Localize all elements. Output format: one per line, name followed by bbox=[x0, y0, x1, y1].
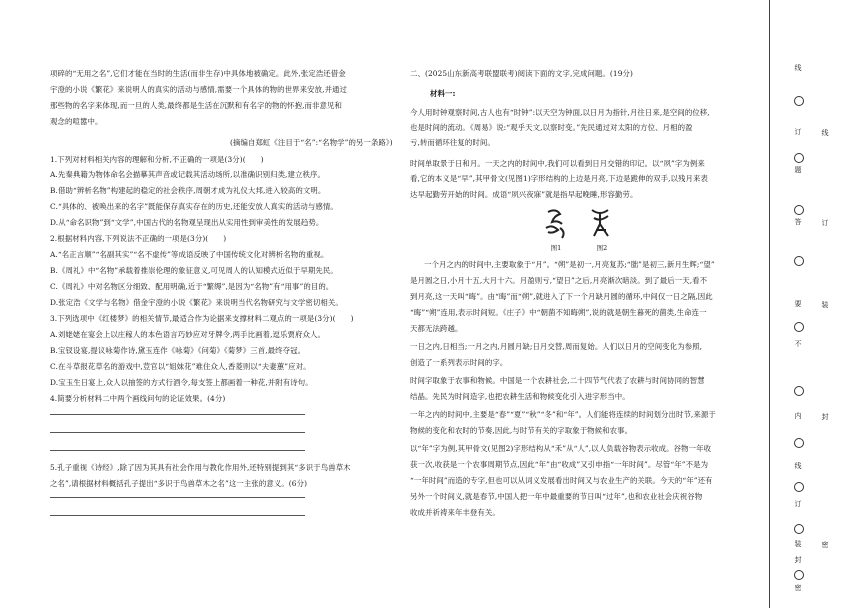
binding-char: 题 bbox=[794, 166, 802, 174]
binding-side-label: 订 bbox=[821, 219, 829, 227]
left-text-line: C.《周礼》中对名物区分细致、配用明确,近于“繁缛”,是因为“名物”有“用事”的目的。 bbox=[50, 282, 334, 291]
material-text-line: 天都无法跨越。 bbox=[410, 324, 463, 333]
left-text-line: A.先秦典籍为物体命名会描摹其声音或记载其活动场所,以准确识别归类,建立秩序。 bbox=[50, 170, 325, 179]
left-text-line: B.借助“辨析名物”构建起的稳定的社会秩序,周朝才成为礼仪大邦,进入较高的文明。 bbox=[50, 186, 326, 195]
material-text-line: 以“年”字为例,其甲骨文(见图2)字形结构从“禾”从“人”,以人负载谷物表示收成。谷物一年收 bbox=[410, 444, 712, 453]
binding-char: 订 bbox=[794, 128, 802, 136]
binding-side-label: 线 bbox=[821, 129, 829, 137]
left-text-line: 宇澄的小说《繁花》来说明人的真实的活动与感情,需要一个具体的物的世界来安放,并通过 bbox=[50, 85, 348, 94]
fig1-oracle-glyph bbox=[542, 208, 570, 240]
material-text-line: 结晶。先民为时间造字,也把农耕生活和物候变化引入进字形当中。 bbox=[410, 392, 630, 401]
binding-hole-circle bbox=[794, 570, 804, 580]
answer-blank-line[interactable] bbox=[50, 432, 305, 433]
left-text-line: 那些物的名字来体现,而一旦的人类,最终都是生活在沉默和有名字的物的怀抱,而非意见和 bbox=[50, 101, 342, 110]
material-text-line: 收成并祈祷来年丰登有关。 bbox=[410, 508, 500, 517]
binding-hole-circle bbox=[794, 482, 804, 492]
material-text-line: 也是时间的流动。《周易》说:“观乎天文,以察时变。”先民通过对太阳的方位、月相的盈 bbox=[410, 123, 693, 132]
material-label: 材料一: bbox=[430, 89, 456, 98]
answer-blank-line[interactable] bbox=[50, 450, 305, 451]
binding-char: 订 bbox=[794, 500, 802, 508]
left-text-line: D.宝玉生日宴上,众人以抽签的方式行酒令,每支签上都画着一种花,并附有诗句。 bbox=[50, 378, 313, 387]
binding-char: 不 bbox=[794, 340, 802, 348]
material-text-line: 创造了一系列表示时间的字。 bbox=[410, 358, 508, 367]
material-text-line: 达早起勤劳开始的时间。成语“夙兴夜寐”就是指早起晚睡,形容勤劳。 bbox=[410, 190, 638, 199]
binding-char: 线 bbox=[794, 462, 802, 470]
material-text-line: 是月圆之日,小月十五,大月十六。月盈则亏,“望日”之后,月亮渐次暗淡。到了最后一天,看不 bbox=[410, 276, 708, 285]
binding-hole-circle bbox=[794, 153, 804, 163]
binding-char: 线 bbox=[794, 64, 802, 72]
left-text-line: A.“名正言顺”“名副其实”“名不虚传”等成语反映了中国传统文化对辨析名物的重视。 bbox=[50, 250, 329, 259]
binding-char: 封 bbox=[794, 556, 802, 564]
answer-blank-line[interactable] bbox=[50, 515, 305, 516]
material-text-line: 看,它的本义是“早”,其甲骨文(见图1)字形结构的上边是月亮,下边是跪伸的双手,以残月来表 bbox=[410, 174, 708, 183]
left-text-line: 之名”,请根据材料概括孔子提出“多识于鸟兽草木之名”这一主张的意义。(6分) bbox=[50, 479, 308, 488]
material-text-line: 一年之内的时间中,主要是“春”“夏”“秋”“冬”和“年”。人们能将连续的时间划分出时节,来源于 bbox=[410, 410, 716, 419]
left-text-line: 观念的喧嚣中。 bbox=[50, 117, 103, 126]
source-citation: (摘编自郑虹《注目于“名”:“名物学”的另一条路》) bbox=[230, 138, 393, 147]
left-text-line: C.“具体的、被唤出来的名字”既能保存真实存在的历史,还能安放人真实的活动与感情。 bbox=[50, 202, 338, 211]
material-text-line: 获一次,收获是一个农事周期节点,因此“年”由“收成”又引申指“一年时间”。尽管“年”不是为 bbox=[410, 460, 709, 469]
left-text-line: 2.根据材料内容,下列说法不正确的一项是(3分)( ) bbox=[50, 234, 227, 243]
material-text-line: 物候的变化和农时的节奏,因此,与时节有关的字取象于物候和农事。 bbox=[410, 426, 633, 435]
left-text-line: 1.下列对材料相关内容的理解和分析,不正确的一项是(3分)( ) bbox=[50, 155, 264, 164]
binding-side-label: 装 bbox=[821, 301, 829, 309]
left-text-line: 5.孔子重视《诗经》,除了因为其具有社会作用与教化作用外,还特别提到其“多识于鸟兽草木 bbox=[50, 463, 351, 472]
binding-hole-circle bbox=[794, 205, 804, 215]
left-text-line: C.在斗草报花草名的游戏中,荳官以“姐妹花”难住众人,香菱则以“夫妻蕙”应对。 bbox=[50, 362, 311, 371]
left-text-line: 4.简要分析材料二中两个画线问句的论证效果。(4分) bbox=[50, 394, 226, 403]
left-text-line: A.刘姥姥在宴会上以庄稼人的本色语言巧妙应对牙牌令,两手比画着,逗乐贾府众人。 bbox=[50, 330, 325, 339]
fig1-caption: 图1 bbox=[550, 244, 562, 252]
material-text-line: 时间单取景于日和月。一天之内的时间中,我们可以看到日月交错的印记。以“夙”字为例来 bbox=[410, 159, 705, 168]
binding-hole-circle bbox=[794, 386, 804, 396]
binding-hole-circle bbox=[794, 524, 804, 534]
binding-side-label: 密 bbox=[821, 541, 829, 549]
fig2-caption: 图2 bbox=[596, 244, 608, 252]
left-text-line: B.《周礼》中“名物”承载着推崇伦理的象征意义,可见周人的认知模式近似于早期先民。 bbox=[50, 266, 338, 275]
binding-divider-line bbox=[769, 0, 770, 608]
answer-blank-line[interactable] bbox=[50, 414, 305, 415]
material-text-line: 亏,转而循环往复的时间。 bbox=[410, 138, 495, 147]
material-text-line: “晦”“朔”连用,表示时间短。《庄子》中“朝菌不知晦朔”,说的就是朝生暮死的菌类,生命连一 bbox=[410, 308, 707, 317]
binding-hole-circle bbox=[794, 256, 804, 266]
left-text-line: D.张定浩《文学与名物》借金宇澄的小说《繁花》来说明当代名物研究与文学密切相关。 bbox=[50, 298, 343, 307]
material-text-line: 一日之内,日相当;一月之内,月圆月缺;日月交替,周而复始。人们以日月的空间变化为参照, bbox=[410, 342, 703, 351]
material-text-line: 到月亮,这一天叫“晦”。由“晦”而“朔”,就进入了下一个月缺月圆的循环,中间仅一日之隔,因此 bbox=[410, 292, 713, 301]
binding-margin bbox=[790, 0, 810, 608]
binding-char: 装 bbox=[794, 540, 802, 548]
binding-char: 密 bbox=[794, 584, 802, 592]
material-text-line: 时间字取象于农事和物候。中国是一个农耕社会,二十四节气代表了农耕与时间协同的智慧 bbox=[410, 376, 705, 385]
binding-hole-circle bbox=[794, 322, 804, 332]
material-text-line: 今人用时钟观察时间,古人也有“时钟”:以天空为钟面,以日月为指针,月往日来,是空间的位移, bbox=[410, 108, 710, 117]
fig2-oracle-glyph bbox=[588, 206, 616, 240]
left-text-line: D.从“命名识物”到“文学”,中国古代的名物观呈现出从实用性到审美性的发展趋势。 bbox=[50, 218, 324, 227]
binding-hole-circle bbox=[794, 438, 804, 448]
binding-hole-circle bbox=[794, 96, 804, 106]
left-text-line: 项碎的“无用之名”,它们才能在当时的生活(而非生存)中具体地被确定。此外,张定浩还借金 bbox=[50, 69, 346, 78]
left-text-line: 3.下列选项中《红楼梦》的相关情节,最适合作为论据来支撑材料二观点的一项是(3分)( ) bbox=[50, 314, 354, 323]
material-text-line: “一年时间”而造的专字,但也可以从词义发展看出时间又与农业生产的关联。今天的“年”还有 bbox=[410, 476, 713, 485]
material-text-line: 另外一个时间义,就是春节,中国人把一年中最重要的节日叫“过年”,也和农业社会庆祝谷物 bbox=[410, 492, 703, 501]
binding-side-label: 封 bbox=[821, 413, 829, 421]
answer-blank-line[interactable] bbox=[50, 497, 305, 498]
binding-char: 内 bbox=[794, 412, 802, 420]
question-header: 二、(2025山东新高考联盟联考)阅读下面的文字,完成问题。(19分) bbox=[410, 69, 633, 78]
binding-char: 答 bbox=[794, 218, 802, 226]
binding-char: 要 bbox=[794, 300, 802, 308]
left-text-line: B.宝钗设宴,提议咏菊作诗,黛玉连作《咏菊》《问菊》《菊梦》三首,最终夺冠。 bbox=[50, 346, 306, 355]
material-text-line: 一个月之内的时间中,主要取象于“月”。“朔”是初一,月亮复苏;“朏”是初三,新月生辉;“望” bbox=[424, 260, 715, 269]
